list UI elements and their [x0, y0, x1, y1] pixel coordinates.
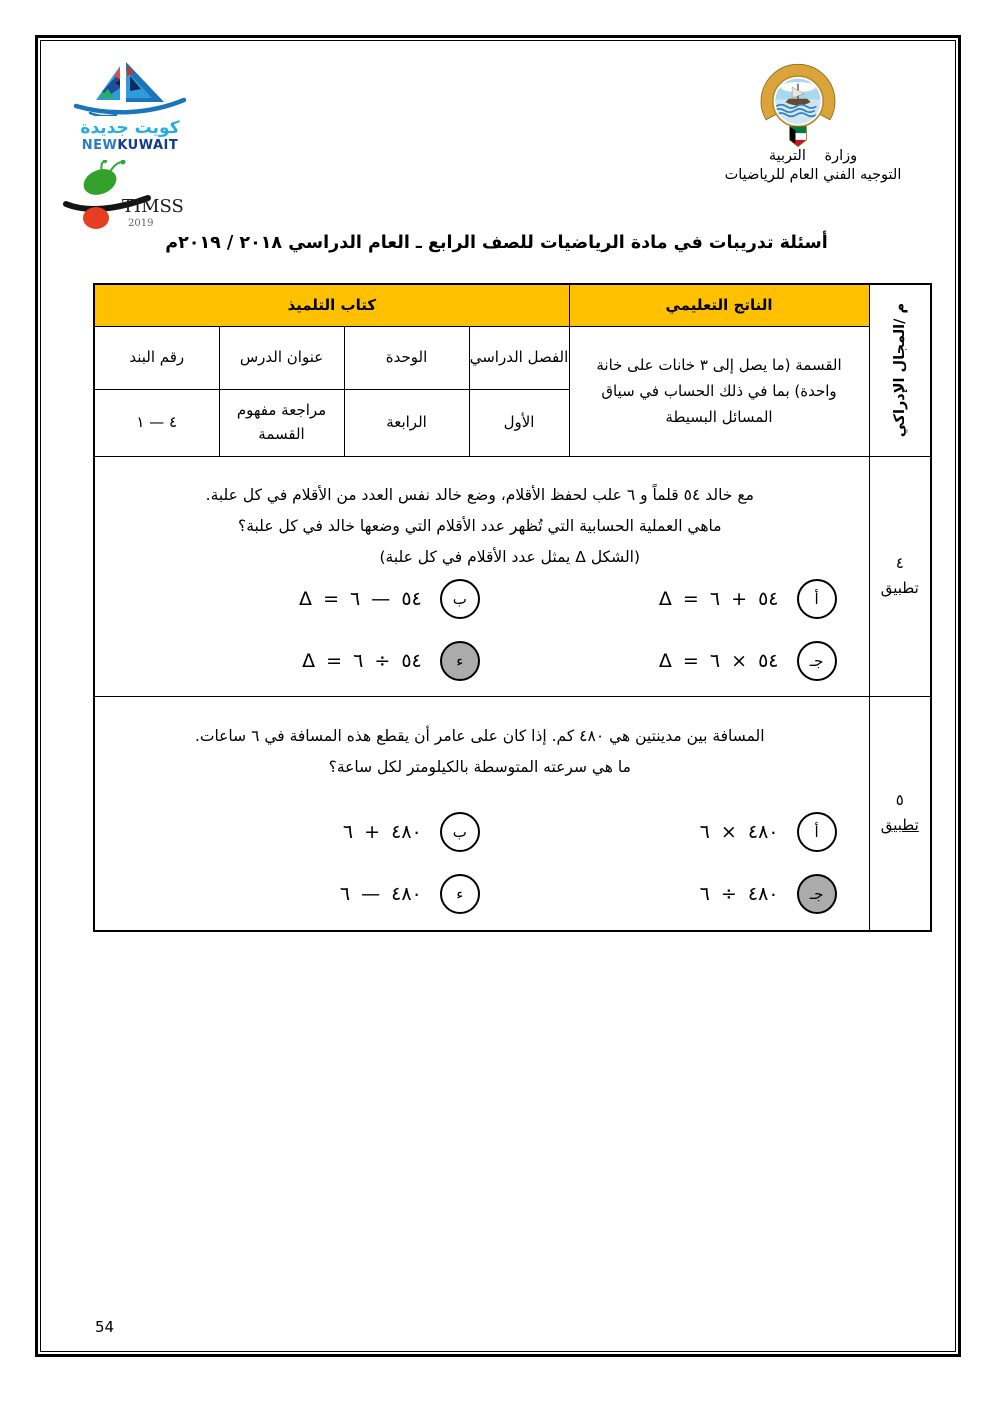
- question-5-line-2: ما هي سرعته المتوسطة بالكيلومتر لكل ساعة؟: [328, 757, 631, 776]
- q4-choice-j: [480, 641, 837, 681]
- choice-equation: ٥٤ — ٦ = Δ: [299, 587, 422, 610]
- choice-equation: ٤٨٠ — ٦: [339, 882, 422, 905]
- column-header-lesson: عنوان الدرس: [219, 326, 344, 389]
- new-kuwait-logo: [68, 58, 192, 153]
- directorate-name: التوجيه الفني العام للرياضيات: [724, 167, 902, 183]
- choice-circle: [797, 812, 837, 852]
- choice-label: أ: [814, 822, 819, 841]
- kuwait-emblem-icon: [756, 60, 840, 156]
- column-header-semester: الفصل الدراسي: [469, 326, 569, 389]
- value-unit: الرابعة: [344, 389, 469, 456]
- domain-column-header: م /المجال الإدراكي: [891, 303, 908, 438]
- question-4-cell: [94, 456, 869, 696]
- question-4-choices: [123, 579, 837, 681]
- svg-text:TIMSS: TIMSS: [122, 196, 184, 217]
- choice-label: أ: [814, 589, 819, 608]
- choice-circle: [797, 874, 837, 914]
- outcome-header-cell: الناتج التعليمي: [569, 284, 869, 326]
- choice-equation: ٤٨٠ + ٦: [342, 820, 422, 843]
- svg-text:2019: 2019: [128, 218, 154, 229]
- choice-equation: ٥٤ ÷ ٦ = Δ: [302, 649, 422, 672]
- question-5-side-cell: [869, 696, 931, 931]
- new-kuwait-arabic-text: كويت جديدة: [80, 118, 180, 138]
- ministry-name: وزارة التربية: [768, 148, 858, 164]
- q5-choice-b: [123, 812, 480, 852]
- choice-circle: [797, 579, 837, 619]
- choice-label: ء: [456, 651, 464, 670]
- choice-circle: [440, 641, 480, 681]
- choice-equation: ٥٤ × ٦ = Δ: [658, 649, 779, 672]
- timss-logo: [60, 160, 200, 232]
- question-5-choices: [123, 812, 837, 914]
- question-4-side-cell: [869, 456, 931, 696]
- question-4-level: تطبيق: [880, 579, 919, 597]
- new-kuwait-text-new: NEW: [81, 138, 118, 153]
- new-kuwait-text-kuwait: KUWAIT: [117, 138, 179, 153]
- student-book-header-cell: كتاب التلميذ: [94, 284, 569, 326]
- question-5-line-1: المسافة بين مدينتين هي ٤٨٠ كم. إذا كان على عامر أن يقطع هذه المسافة في ٦ ساعات.: [194, 726, 765, 745]
- value-lesson: مراجعة مفهوم القسمة: [219, 389, 344, 456]
- q5-choice-a: [480, 812, 837, 852]
- page-number: 54: [95, 1318, 115, 1336]
- ministry-header: [663, 148, 963, 183]
- choice-label: جـ: [809, 651, 824, 670]
- q5-choice-j: [480, 874, 837, 914]
- choice-circle: [440, 579, 480, 619]
- new-kuwait-english-text: [68, 138, 192, 153]
- q5-choice-d: [123, 874, 480, 914]
- column-header-unit: الوحدة: [344, 326, 469, 389]
- choice-label: ب: [452, 589, 467, 608]
- question-5-level: تطبيق: [880, 816, 919, 835]
- domain-column-header-cell: [869, 284, 931, 456]
- question-4-line-2: ماهي العملية الحسابية التي تُظهر عدد الأقلام التي وضعها خالد في كل علبة؟: [237, 516, 722, 535]
- outcome-text-cell: القسمة (ما يصل إلى ٣ خانات على خانة واحدة) بما في ذلك الحساب في سياق المسائل البسيطة: [569, 326, 869, 456]
- q4-choice-d: [123, 641, 480, 681]
- value-item: ٤ — ١: [94, 389, 219, 456]
- choice-circle: [440, 812, 480, 852]
- choice-circle: [440, 874, 480, 914]
- exercise-table: [93, 283, 932, 932]
- sailboat-icon: [68, 58, 192, 116]
- choice-equation: ٥٤ + ٦ = Δ: [658, 587, 779, 610]
- choice-equation: ٤٨٠ ÷ ٦: [699, 882, 779, 905]
- page-title: أسئلة تدريبات في مادة الرياضيات للصف الرابع ـ العام الدراسي ٢٠١٨ / ٢٠١٩م: [165, 233, 828, 253]
- column-header-item: رقم البند: [94, 326, 219, 389]
- choice-label: ء: [456, 884, 464, 903]
- value-semester: الأول: [469, 389, 569, 456]
- timss-icon: [60, 160, 200, 232]
- question-4-line-3: (الشكل Δ يمثل عدد الأقلام في كل علبة): [379, 547, 641, 566]
- question-4-line-1: مع خالد ٥٤ قلماً و ٦ علب لحفظ الأقلام، وضع خالد نفس العدد من الأقلام في كل علبة.: [205, 485, 754, 504]
- choice-label: ب: [452, 822, 467, 841]
- choice-circle: [797, 641, 837, 681]
- question-5-cell: [94, 696, 869, 931]
- choice-equation: ٤٨٠ × ٦: [699, 820, 779, 843]
- choice-label: جـ: [809, 884, 824, 903]
- question-4-number: ٤: [895, 553, 904, 572]
- question-5-number: ٥: [895, 790, 904, 809]
- q4-choice-b: [123, 579, 480, 619]
- q4-choice-a: [480, 579, 837, 619]
